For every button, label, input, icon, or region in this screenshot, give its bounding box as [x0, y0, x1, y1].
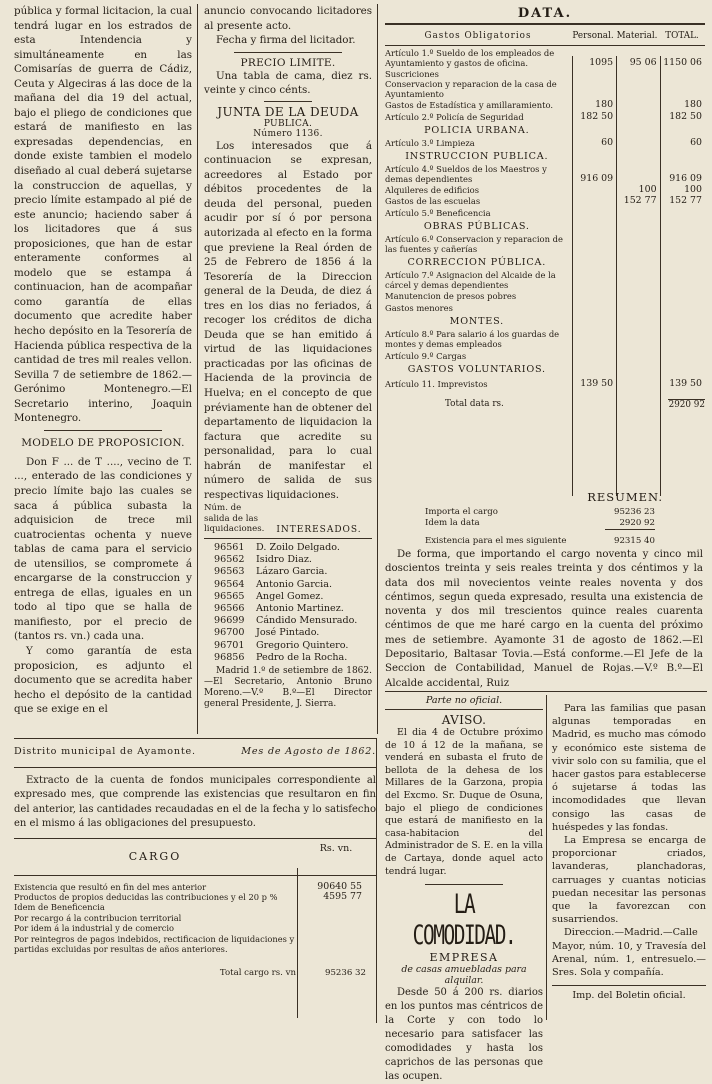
resumen-cargo-label: Importa el cargo — [425, 507, 498, 517]
data-row-label: Conservacion y reparacion de la casa de Ayuntamiento — [385, 79, 557, 99]
cargo-value — [302, 913, 362, 923]
interesado-name: Gregorio Quintero. — [256, 639, 349, 651]
column-divider — [376, 738, 377, 1023]
junta-subtitle: PUBLICA. — [263, 118, 313, 129]
data-total: 100 — [684, 184, 702, 195]
data-personal: 180 — [595, 99, 614, 110]
list-header — [204, 503, 372, 535]
section-rule — [385, 691, 707, 692]
anuncio-cont: anuncio convocando licitadores al presente acto. — [204, 5, 372, 32]
cargo-value: 4595 77 — [323, 891, 362, 903]
table-row — [14, 902, 376, 912]
resumen-text: De forma, que importando el cargo noventa y cinco mil doscientos treinta y seis reales treinta y dos céntimos y la data dos mil novecientos veinte reales noventa y dos céntimos, segun queda expresado, resulta una existencia de noventa y dos mil trescientos quince reales cuarenta céntimos de que me haré cargo en la cuenta del próximo mes de setiembre. Ayamonte 31 de agosto de 1862.—El Depositario, Baltasar Tovia.—Está conforme.—El Jefe de la Seccion de Contabilidad, Manuel de Rojas.—V.º B.º—El Alcalde accidental, Ruiz — [385, 549, 703, 689]
interesado-name: Antonio Garcia. — [256, 578, 332, 590]
table-row — [385, 218, 705, 232]
junta-title: JUNTA DE LA DEUDA — [217, 104, 359, 119]
cargo-label: Por reintegros de pagos indebidos, rectificacion de liquidaciones y partidas excluidas por resultas de años anteriores. — [14, 933, 295, 955]
total-header: TOTAL. — [665, 31, 699, 41]
table-row — [385, 136, 705, 148]
resumen-title: RESUMEN. — [587, 490, 663, 504]
table-row — [385, 68, 705, 79]
interesado-name: Cándido Mensurado. — [256, 615, 358, 627]
divider — [385, 23, 705, 25]
comodidad-text2: Para las familias que pasan algunas temporadas en Madrid, es mucho mas cómodo y económico este sistema de vivir solo con su familia, que el hacer gastos para establecerse ó sujetarse á todas las incomodidades que llevan consigo las casas de huéspedes y las fondas. — [552, 703, 706, 833]
aviso-title: AVISO. — [441, 713, 487, 727]
resumen-existencia-value: 92315 40 — [613, 536, 655, 546]
column-divider — [546, 695, 547, 1020]
divider — [14, 767, 376, 768]
table-row — [385, 99, 705, 110]
precio-title: PRECIO LIMITE. — [240, 56, 336, 69]
liquidacion-number: 96699 — [214, 615, 245, 627]
data-material: 100 — [638, 184, 657, 195]
table-row — [385, 148, 705, 162]
cargo-label: Productos de propios deducidas las contribuciones y el 20 p % — [14, 892, 278, 903]
table-row — [385, 375, 705, 389]
data-row-label: Alquileres de edificios — [385, 185, 479, 195]
comodidad-empresa: EMPRESA — [429, 951, 499, 965]
comodidad-subtitle: de casas amuebladas para alquilar. — [401, 964, 527, 987]
divider — [14, 838, 376, 839]
table-row — [385, 349, 705, 361]
data-row-label: INSTRUCCION PUBLICA. — [405, 151, 549, 162]
distrito-mes: Mes de Agosto de 1862. — [241, 746, 376, 757]
personal-header: Personal. — [572, 31, 614, 41]
data-row-label: Gastos menores — [385, 303, 453, 313]
table-row — [204, 554, 359, 566]
column-middle — [204, 4, 372, 710]
table-row — [385, 268, 705, 290]
table-col-line — [297, 868, 298, 1018]
data-row-label: Artículo 3.º Limpieza — [385, 138, 475, 148]
list-header-interesados: INTERESADOS. — [276, 524, 362, 535]
liquidacion-number: 96563 — [214, 566, 245, 578]
table-row — [385, 206, 705, 218]
divider — [385, 709, 543, 710]
cargo-label: Existencia que resultó en fin del mes anterior — [14, 881, 207, 892]
resumen-existencia-label: Existencia para el mes siguiente — [425, 536, 567, 546]
data-row-label: Artículo 8.º Para salario á los guardas de montes y demas empleados — [385, 329, 560, 349]
data-total-value: 2920 92 — [668, 400, 705, 410]
table-row — [204, 615, 359, 627]
data-row-label: Manutencion de presos pobres — [385, 291, 517, 301]
comodidad-text1: Desde 50 á 200 rs. diarios en los puntos mas céntricos de la Corte y con todo lo necesario para satisfacer las comodidades y hasta los caprichos de las personas que las ocupen. — [385, 987, 543, 1083]
liquidacion-number: 96856 — [214, 651, 245, 663]
table-row — [385, 327, 705, 349]
column-divider — [197, 4, 198, 734]
cargo-total-label: Total cargo rs. vn — [219, 968, 296, 979]
data-row-label: Artículo 6.º Conservacion y reparacion de las fuentes y cañerías — [385, 234, 563, 254]
table-row — [14, 892, 376, 902]
table-col-line — [660, 56, 661, 496]
parte-no-oficial: Parte no oficial. — [425, 695, 503, 706]
data-total-label: Total data rs. — [445, 399, 504, 409]
data-row-label: Artículo 1.º Sueldo de los empleados de Ayuntamiento y gastos de oficina. — [385, 48, 555, 68]
table-row — [204, 566, 359, 578]
extracto-text: Extracto de la cuenta de fondos municipales correspondiente al expresado mes, que comprende las existencias que resultaron en fin del anterior, las cantidades recaudadas en el de la fecha y lo satisfecho en el mismo á las obligaciones del presupuesto. — [14, 775, 376, 830]
licitacion-text: pública y formal licitacion, la cual tendrá lugar en los estrados de esta Intendencia y simultáneamente en las Comisarías de guerra de Cádiz, Ceuta y Algeciras á las doce de la mañana del dia 19 del actual, bajo el pliego de condiciones que estará de manifiesto en las expresadas dependencias, en donde existe tambien el modelo diseñado al cual deberá sujetarse la construccion de aquellas, y precio límite estampado al pié de este anuncio; haciendo saber á los licitadores que á sus proposiciones, que han de estar enteramente conformes al modelo que se estampa á continuacion, han de acompañar como garantía de ellas documento que acredite haber hecho depósito en la Tesorería de Hacienda pública respectiva de la cantidad de tres mil reales vellon. Sevilla 7 de setiembre de 1862.—Gerónimo Montenegro.—El Secretario interino, Joaquin Montenegro. — [14, 5, 192, 425]
data-personal: 916 09 — [580, 173, 614, 184]
precio-text: Una tabla de cama, diez rs. veinte y cinco cénts. — [204, 69, 372, 97]
data-total: 182 50 — [669, 111, 702, 122]
column-divider — [377, 4, 378, 734]
imprenta: Imp. del Boletin oficial. — [572, 990, 686, 1002]
liquidacion-number: 96566 — [214, 602, 245, 614]
data-row-label: GASTOS VOLUNTARIOS. — [407, 364, 546, 375]
table-row — [385, 301, 705, 313]
data-personal: 60 — [601, 137, 614, 148]
table-row — [385, 195, 705, 206]
liquidacion-number: 96564 — [214, 578, 245, 590]
data-personal: 139 50 — [580, 378, 614, 389]
aviso-text: El dia 4 de Octubre próximo de 10 á 12 de la mañana, se venderá en subasta el fruto de bellota de la dehesa de los Millares de la Garzona, propia del Excmo. Sr. Duque de Osuna, bajo el pliego de condiciones que estará de manifiesto en la casa-habitacion del Administrador de S. E. en la villa de Cartaya, donde aquel acto tendrá lugar. — [385, 727, 543, 877]
comodidad-title: LA COMODIDAD. — [412, 889, 516, 952]
table-row — [385, 184, 705, 195]
data-row-label: MONTES. — [449, 316, 504, 327]
divider — [204, 538, 372, 539]
interesado-name: Antonio Martinez. — [256, 602, 344, 614]
cargo-value: 90640 55 — [317, 880, 362, 892]
distrito-title: Distrito municipal de Ayamonte. — [14, 746, 196, 757]
junta-number: Número 1136. — [253, 128, 323, 139]
table-col-line — [572, 56, 573, 496]
liquidacion-number: 96565 — [214, 590, 245, 602]
data-row-label: POLICIA URBANA. — [424, 125, 530, 136]
cargo-label: Por idem á la industrial y de comercio — [14, 923, 175, 934]
table-row — [385, 290, 705, 301]
resumen-section — [385, 490, 703, 691]
data-row-label: Artículo 2.º Policía de Seguridad — [385, 112, 524, 122]
table-row — [204, 640, 359, 652]
table-row — [385, 122, 705, 136]
data-material: 152 77 — [623, 195, 657, 206]
data-personal: 182 50 — [580, 111, 614, 122]
table-row — [14, 882, 376, 892]
modelo-title: MODELO DE PROPOSICION. — [21, 436, 185, 449]
table-row — [385, 46, 705, 68]
data-section — [385, 6, 705, 410]
interesado-name: D. Zoilo Delgado. — [256, 541, 340, 553]
data-row-label: Artículo 4.º Sueldos de los Maestros y demas dependientes — [385, 164, 547, 184]
table-row — [385, 232, 705, 254]
cargo-rows — [14, 882, 376, 955]
liquidacion-number: 96562 — [214, 554, 245, 566]
material-header: Material. — [616, 31, 658, 41]
table-row — [385, 162, 705, 184]
data-total: 916 09 — [669, 173, 702, 184]
data-total: 139 50 — [669, 378, 702, 389]
gastos-header: Gastos Obligatorios — [424, 31, 532, 41]
data-row-label: OBRAS PÚBLICAS. — [423, 221, 530, 232]
liquidacion-number: 96561 — [214, 541, 245, 553]
table-row — [385, 361, 705, 375]
table-row — [385, 79, 705, 99]
distrito-section — [14, 746, 376, 978]
table-row — [204, 579, 359, 591]
data-row-label: Artículo 5.º Beneficencia — [385, 208, 491, 218]
junta-text: Los interesados que á continuacion se expresan, acreedores al Estado por débitos procedentes de la deuda del personal, pueden acudir por sí ó por persona autorizada al efecto en la forma que previene la Real órden de 25 de Febrero de 1856 á la Tesorería de la Direccion general de la Deuda, de diez á tres en los dias no feriados, á recoger los créditos de dicha Deuda que se han emitido á virtud de las liquidaciones practicadas por las oficinas de Hacienda de la provincia de Huelva; en el concepto de que préviamente han de obtener del departamento de liquidacion la factura que acredite su personalidad, para lo cual habrán de manifestar el número de salida de sus respectivas liquidaciones. — [204, 139, 372, 501]
data-row-label: Gastos de las escuelas — [385, 196, 481, 206]
table-row — [204, 652, 359, 664]
cargo-value — [302, 902, 362, 912]
divider — [44, 430, 162, 431]
data-material: 95 06 — [629, 57, 657, 68]
table-col-line — [616, 56, 617, 496]
fecha-firma: Fecha y firma del licitador. — [216, 34, 356, 47]
comodidad-continued — [552, 702, 706, 1001]
data-total: 152 77 — [669, 195, 702, 206]
aviso-section — [385, 695, 543, 1084]
interesado-name: José Pintado. — [256, 627, 320, 639]
table-row — [204, 603, 359, 615]
liquidacion-number: 96700 — [214, 627, 245, 639]
data-row-label: Suscriciones — [385, 69, 439, 79]
interesado-name: Lázaro Garcia. — [256, 566, 328, 578]
table-row — [204, 542, 359, 554]
garantia-text: Y como garantía de esta proposicion, es adjunto el documento que se acredita haber hecho el depósito de la cantidad que se exige en el — [14, 644, 192, 716]
cargo-title: CARGO — [128, 850, 182, 864]
data-row-label: Artículo 9.º Cargas — [385, 351, 467, 361]
data-row-label: Artículo 7.º Asignacion del Alcaide de la cárcel y demas dependientes — [385, 270, 556, 290]
column-left — [14, 4, 192, 717]
data-total: 60 — [690, 137, 702, 148]
section-rule — [14, 738, 376, 739]
divider — [552, 985, 706, 986]
data-title: DATA. — [517, 6, 573, 21]
table-row — [14, 934, 376, 955]
interesados-list — [204, 542, 359, 664]
cargo-total-value: 95236 32 — [324, 968, 366, 979]
data-rows — [385, 46, 705, 389]
interesado-name: Isidro Diaz. — [256, 554, 312, 566]
table-row — [14, 913, 376, 923]
data-row-label: Gastos de Estadística y amillaramiento. — [385, 100, 554, 110]
divider — [264, 101, 312, 102]
divider — [14, 875, 376, 876]
liquidacion-number: 96701 — [214, 639, 245, 651]
table-row — [204, 627, 359, 639]
table-row — [385, 313, 705, 327]
cargo-value — [302, 923, 362, 933]
cargo-label: Por recargo á la contribucion territorial — [14, 912, 182, 923]
table-row — [385, 110, 705, 122]
comodidad-text4: Direccion.—Madrid.—Calle Mayor, núm. 10, y Travesía del Arenal, núm. 1, entresuelo.—Sres. Sola y compañía. — [552, 927, 706, 979]
interesado-name: Angel Gomez. — [256, 590, 324, 602]
cargo-value — [302, 934, 362, 955]
data-total: 1150 06 — [663, 57, 702, 68]
junta-firma: Madrid 1.º de setiembre de 1862. —El Secretario, Antonio Bruno Moreno.—V.º B.º—El Director general Presidente, J. Sierra. — [204, 665, 372, 709]
resumen-data-label: Idem la data — [425, 518, 480, 528]
data-row-label: Artículo 11. Imprevistos — [385, 379, 488, 389]
divider — [234, 52, 342, 53]
data-personal: 1095 — [589, 57, 614, 68]
resumen-cargo-value: 95236 23 — [613, 507, 655, 517]
comodidad-text3: La Empresa se encarga de proporcionar criados, lavanderas, planchadoras, carruages y cuantas noticias puedan necesitar las personas que la favorezcan con susarriendos. — [552, 835, 706, 926]
data-row-label: CORRECCION PÚBLICA. — [407, 257, 547, 268]
cargo-label: Idem de Beneficencia — [14, 902, 105, 913]
rs-vn-header: Rs. vn. — [319, 842, 353, 854]
modelo-text: Don F ... de T ...., vecino de T. ..., enterado de las condiciones y precio límite bajo las cuales se saca á pública subasta la adquisicion de trece mil cuatrocientas ochenta y nueve tablas de cama para el servicio de utensilios, se compromete á encargarse de la construccion y entrega de ellas, iguales en un todo al tipo que se halla de manifiesto, por el precio de (tantos rs. vn.) cada una. — [14, 455, 192, 643]
data-total: 180 — [684, 99, 702, 110]
list-header-num: Núm. de salida de las liquidaciones. — [204, 503, 265, 535]
table-row — [14, 923, 376, 933]
resumen-data-value: 2920 92 — [605, 518, 655, 530]
interesado-name: Pedro de la Rocha. — [256, 651, 348, 663]
divider — [425, 884, 503, 885]
table-row — [385, 254, 705, 268]
table-row — [204, 591, 359, 603]
